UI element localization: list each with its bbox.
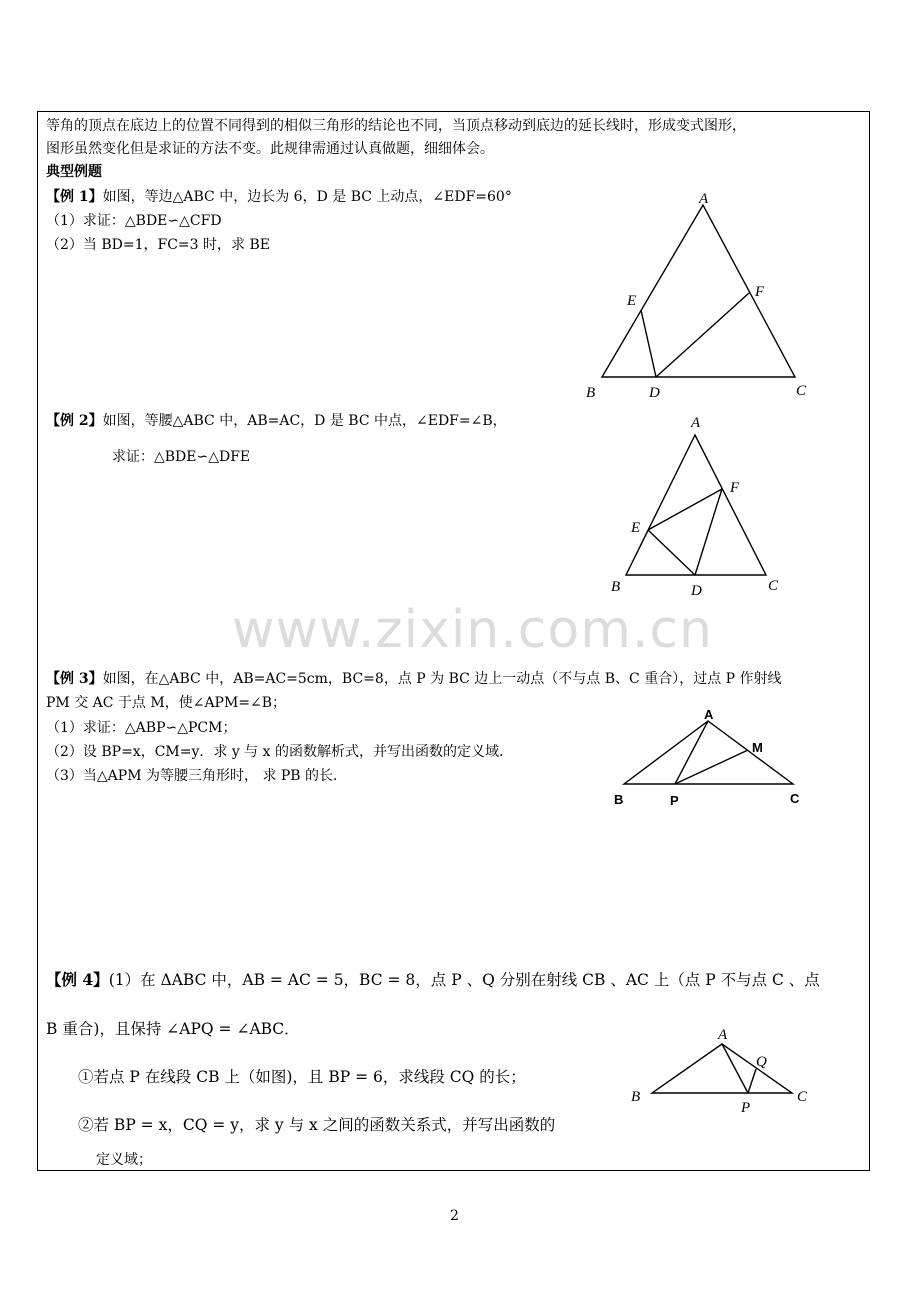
ex4-stem-2: B 重合)，且保持 ∠APQ = ∠ABC． [46, 1020, 300, 1038]
ex4-q1: ①若点 P 在线段 CB 上（如图)，且 BP = 6，求线段 CQ 的长； [78, 1068, 526, 1086]
ex4-q2-cont: 定义域； [96, 1152, 152, 1168]
ex4-tag: 【例 4】 [46, 970, 109, 989]
ex1-label-f: F [755, 284, 765, 300]
ex4-stem-text: (1）在 ΔABC 中，AB = AC = 5，BC = 8，点 P 、Q 分别在射线 CB 、AC 上（点 P 不与点 C 、点 [108, 971, 820, 989]
ex3-stem-text: 如图，在△ABC 中，AB=AC=5cm，BC=8，点 P 为 BC 边上一动点（不与点 B、C 重合），过点 P 作射线 [102, 671, 782, 687]
section-title: 典型例题 [46, 164, 102, 180]
ex1-label-b: B [586, 385, 596, 401]
ex3-figure [605, 705, 820, 815]
ex2-label-d: D [691, 583, 702, 599]
intro-line-2: 图形虽然变化但是求证的方法不变。此规律需通过认真做题，细细体会。 [46, 141, 494, 157]
ex3-q3: （3）当△APM 为等腰三角形时， 求 PB 的长． [46, 768, 348, 784]
ex3-q2: （2）设 BP=x，CM=y．求 y 与 x 的函数解析式，并写出函数的定义域． [46, 744, 513, 760]
ex3-q1: （1）求证：△ABP∽△PCM； [46, 720, 237, 736]
ex4-label-q: Q [756, 1054, 767, 1070]
ex1-tag: 【例 1】 [46, 189, 103, 205]
watermark: www.zixin.com.cn [232, 600, 713, 660]
ex2-label-c: C [768, 578, 779, 594]
ex3-stem-2: PM 交 AC 于点 M，使∠APM=∠B； [46, 695, 287, 711]
ex2-prove: 求证：△BDE∽△DFE [112, 449, 251, 465]
ex4-label-b: B [631, 1089, 641, 1105]
ex1-label-d: D [649, 385, 660, 401]
ex3-label-m: M [752, 740, 763, 755]
ex3-label-a: A [704, 707, 714, 722]
ex1-stem [46, 187, 512, 207]
ex3-stem-1 [46, 669, 782, 689]
ex2-label-f: F [730, 480, 740, 496]
ex2-label-a: A [691, 415, 701, 431]
ex2-label-b: B [611, 579, 621, 595]
ex2-stem [46, 411, 507, 431]
ex4-label-p: P [741, 1100, 751, 1116]
ex1-stem-text: 如图，等边△ABC 中，边长为 6，D 是 BC 上动点，∠EDF=60° [102, 189, 512, 205]
ex1-label-c: C [796, 383, 807, 399]
ex3-label-b: B [614, 792, 624, 807]
ex1-q2: （2）当 BD=1，FC=3 时，求 BE [46, 237, 270, 253]
ex1-q1: （1）求证：△BDE∽△CFD [46, 213, 222, 229]
intro-line-1: 等角的顶点在底边上的位置不同得到的相似三角形的结论也不同，当顶点移动到底边的延长线时，形成变式图形， [46, 118, 746, 134]
ex3-label-p: P [670, 793, 679, 808]
ex4-stem-1 [46, 970, 820, 990]
page-number: 2 [450, 1208, 459, 1224]
ex3-tag: 【例 3】 [46, 671, 103, 687]
ex3-label-c: C [790, 791, 800, 806]
ex4-label-a: A [718, 1027, 728, 1043]
ex1-label-a: A [699, 191, 709, 207]
ex1-label-e: E [627, 293, 637, 309]
ex1-figure [580, 185, 820, 405]
ex2-stem-text: 如图，等腰△ABC 中，AB=AC，D 是 BC 中点，∠EDF=∠B， [102, 413, 507, 429]
ex2-figure [600, 410, 800, 600]
ex4-q2: ②若 BP = x，CQ = y，求 y 与 x 之间的函数关系式，并写出函数的 [78, 1116, 556, 1134]
ex2-label-e: E [631, 520, 641, 536]
ex4-label-c: C [797, 1089, 808, 1105]
ex2-tag: 【例 2】 [46, 413, 103, 429]
ex4-figure [620, 1020, 820, 1120]
